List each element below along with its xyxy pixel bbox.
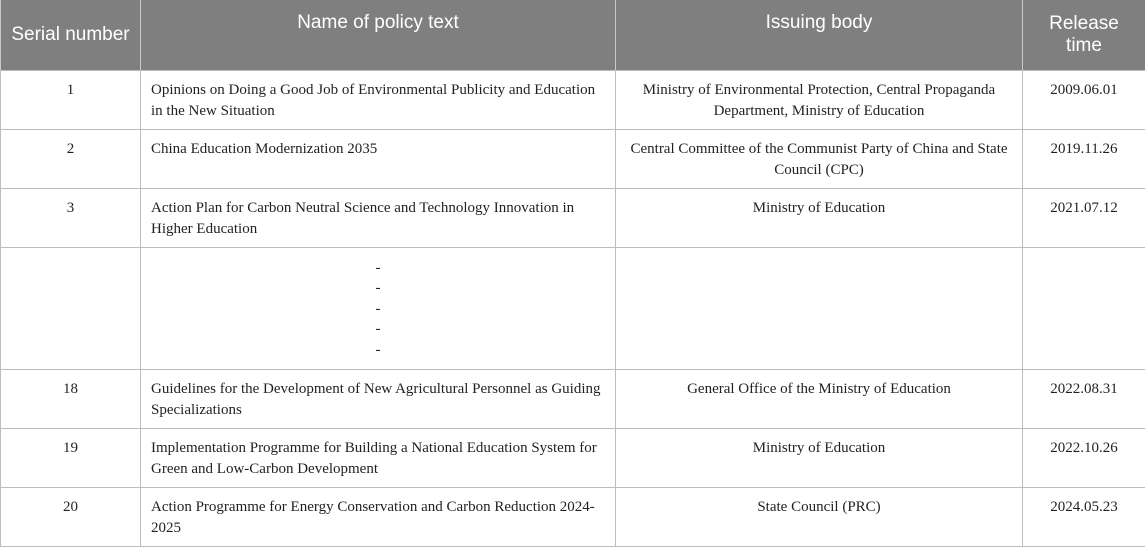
cell-release-time: 2019.11.26	[1023, 129, 1145, 188]
header-issuing-body: Issuing body	[616, 0, 1023, 70]
ellipsis-dash: -	[375, 280, 381, 296]
table-row	[1, 188, 1145, 247]
cell-serial: 2	[1, 129, 141, 188]
cell-policy-name: Action Plan for Carbon Neutral Science and Technology Innovation in Higher Education	[141, 188, 616, 247]
table-row	[1, 487, 1145, 546]
table-row	[1, 428, 1145, 487]
cell-policy-name: Implementation Programme for Building a National Education System for Green and Low-Carbon Development	[141, 428, 616, 487]
cell-serial: 19	[1, 428, 141, 487]
cell-release-time: 2024.05.23	[1023, 487, 1145, 546]
cell-policy-name: Opinions on Doing a Good Job of Environmental Publicity and Education in the New Situation	[141, 70, 616, 129]
cell-issuing-body: General Office of the Ministry of Education	[616, 369, 1023, 428]
cell-release-time: 2022.10.26	[1023, 428, 1145, 487]
cell-issuing-body: Ministry of Environmental Protection, Central Propaganda Department, Ministry of Education	[616, 70, 1023, 129]
table-row	[1, 70, 1145, 129]
cell-issuing-body: Central Committee of the Communist Party of China and State Council (CPC)	[616, 129, 1023, 188]
ellipsis-dash: -	[375, 300, 381, 317]
cell-release-time: 2009.06.01	[1023, 70, 1145, 129]
header-serial-number: Serial number	[1, 0, 141, 70]
table-header	[1, 0, 1145, 70]
cell-issuing-body: Ministry of Education	[616, 188, 1023, 247]
table-row	[1, 129, 1145, 188]
cell-issuing-body: Ministry of Education	[616, 428, 1023, 487]
cell-serial: 1	[1, 70, 141, 129]
cell-serial-empty	[1, 247, 141, 369]
ellipsis-dash: -	[375, 341, 381, 358]
header-release-time: Release time	[1023, 0, 1145, 70]
header-row	[1, 0, 1145, 70]
header-policy-name: Name of policy text	[141, 0, 616, 70]
cell-release-time: 2022.08.31	[1023, 369, 1145, 428]
cell-release-time-empty	[1023, 247, 1145, 369]
cell-policy-name: China Education Modernization 2035	[141, 129, 616, 188]
ellipsis-dash: -	[375, 259, 381, 276]
cell-serial: 20	[1, 487, 141, 546]
ellipsis-row	[1, 247, 1145, 369]
cell-issuing-body-empty	[616, 247, 1023, 369]
table-body	[1, 70, 1145, 546]
table-row	[1, 369, 1145, 428]
ellipsis-dashes	[141, 247, 616, 369]
cell-release-time: 2021.07.12	[1023, 188, 1145, 247]
cell-issuing-body: State Council (PRC)	[616, 487, 1023, 546]
ellipsis-dash: -	[375, 321, 381, 337]
cell-policy-name: Action Programme for Energy Conservation and Carbon Reduction 2024-2025	[141, 487, 616, 546]
cell-serial: 18	[1, 369, 141, 428]
cell-serial: 3	[1, 188, 141, 247]
cell-policy-name: Guidelines for the Development of New Agricultural Personnel as Guiding Specializations	[141, 369, 616, 428]
